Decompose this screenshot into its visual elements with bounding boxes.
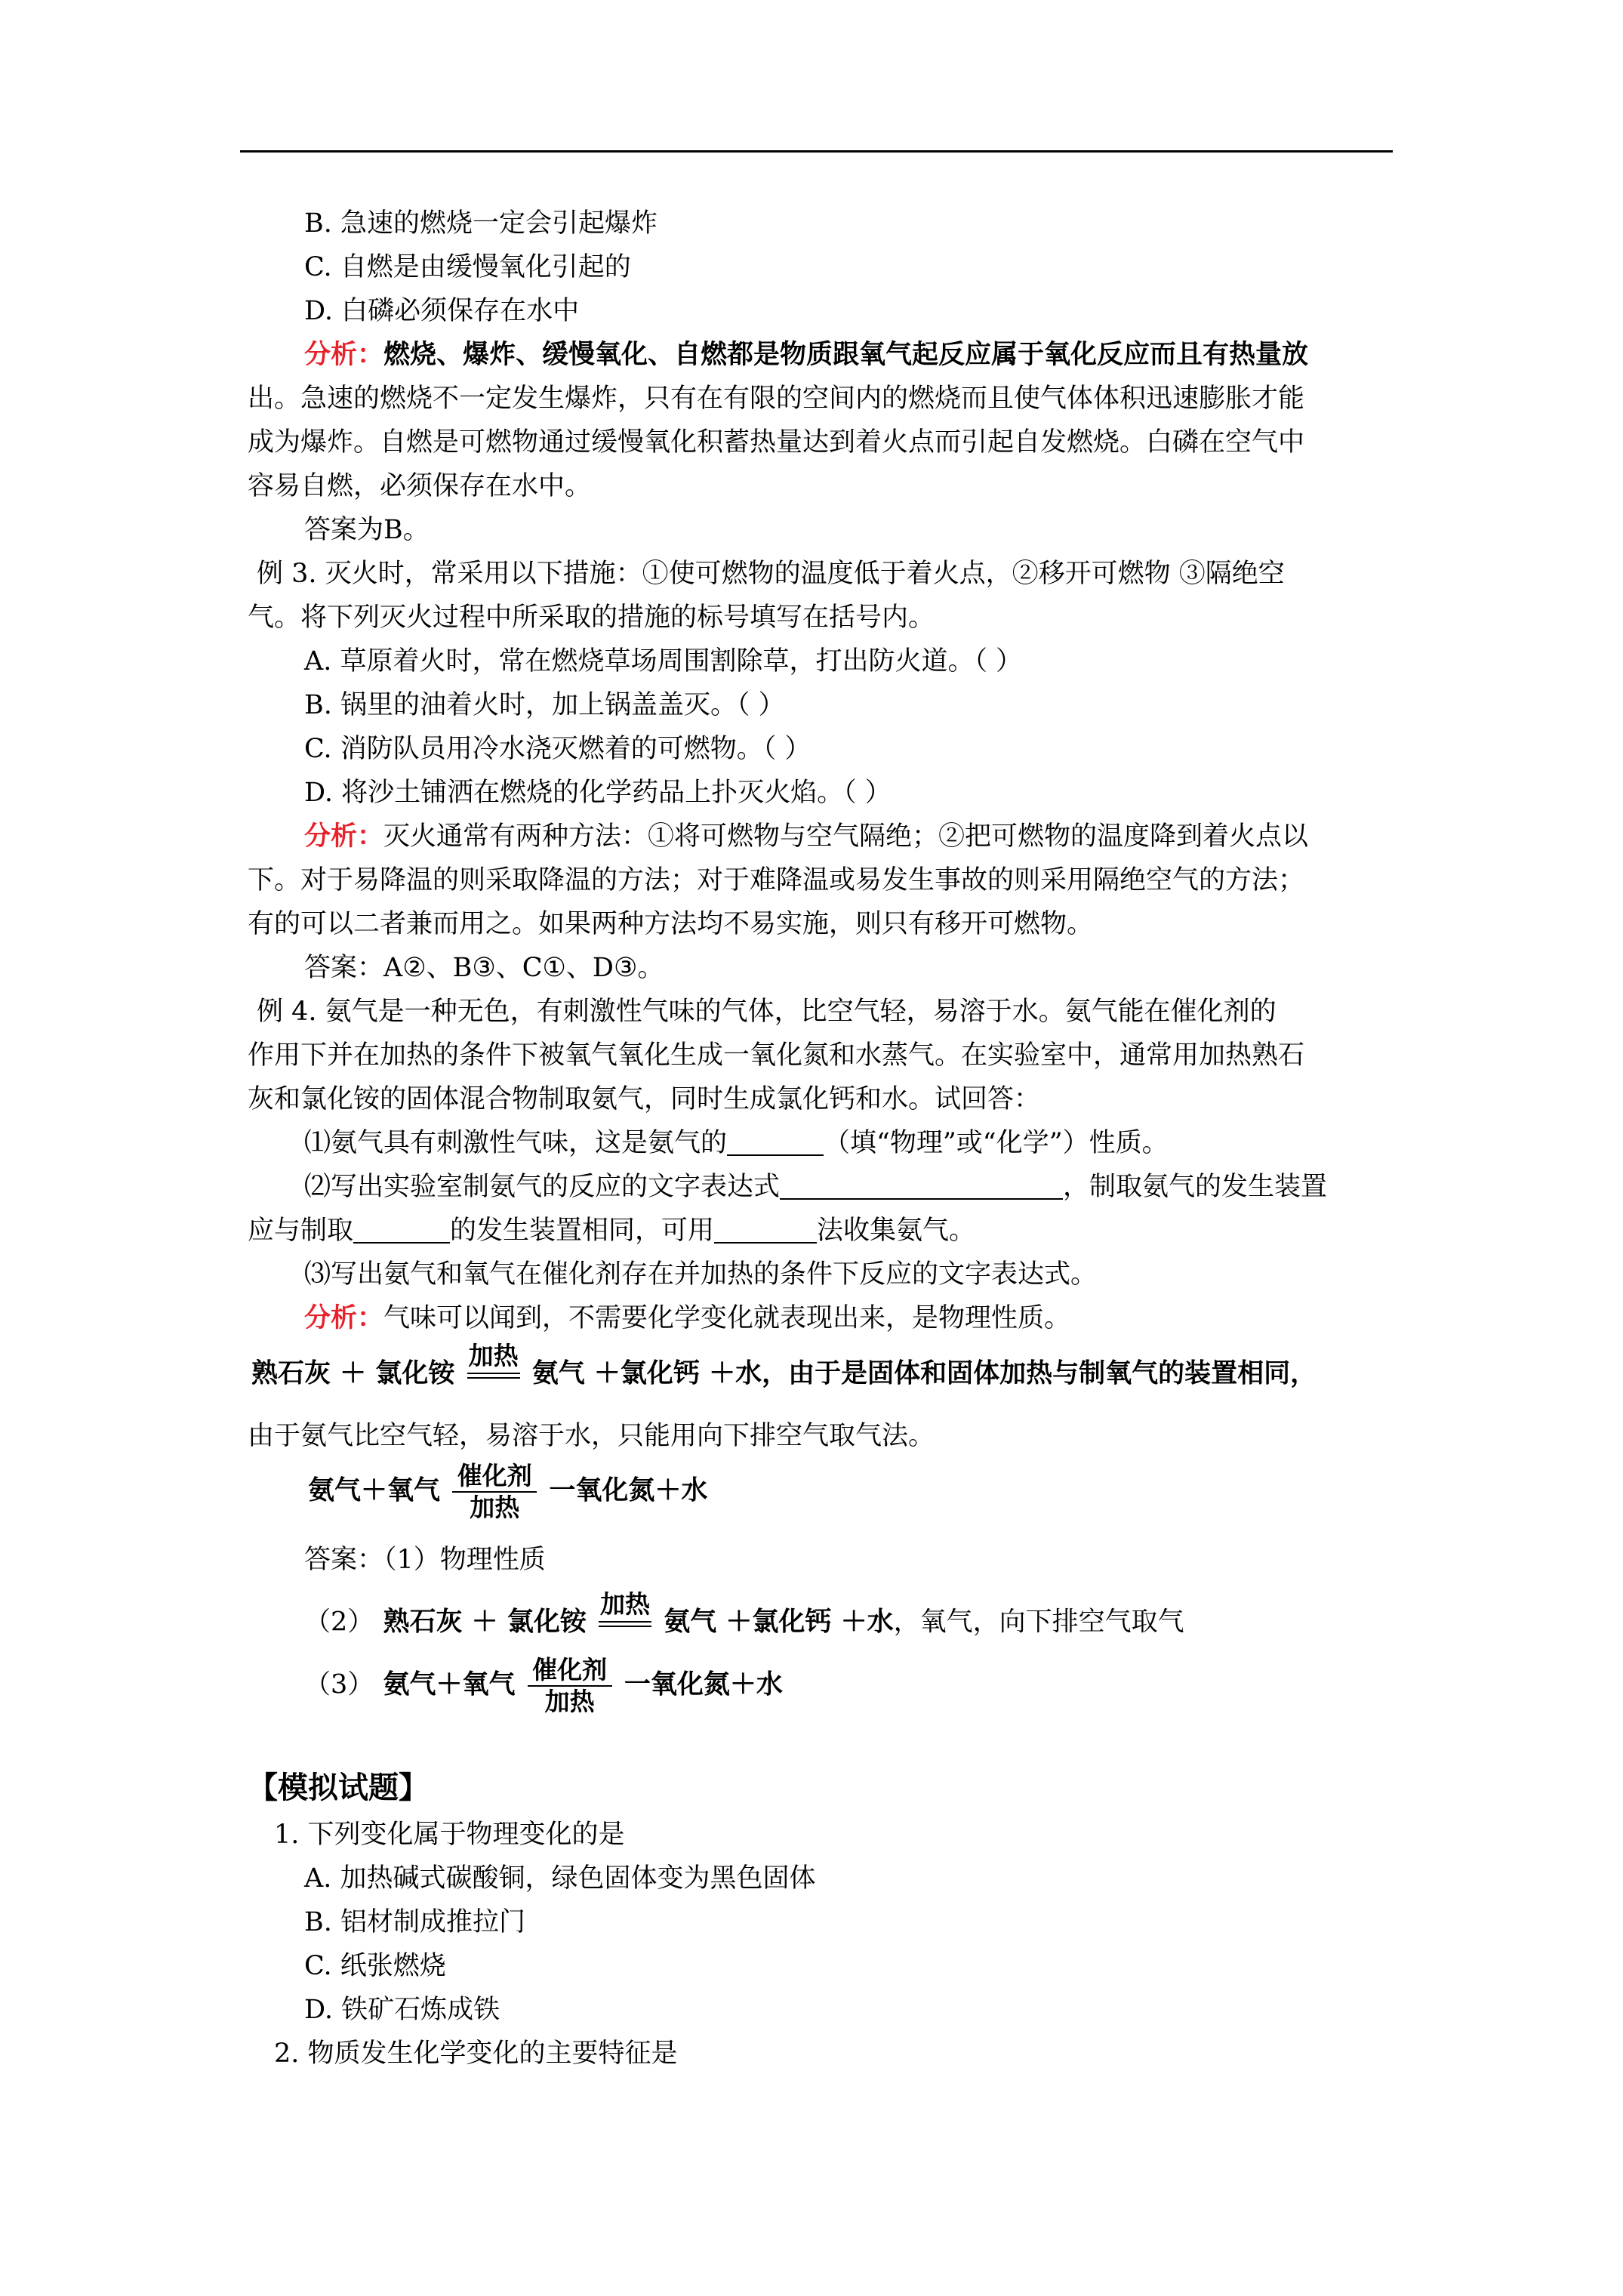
answer-blank[interactable] bbox=[353, 1216, 450, 1244]
option-d: D. 将沙土铺洒在燃烧的化学药品上扑灭火焰。（ ） bbox=[304, 778, 892, 808]
header-rule bbox=[240, 150, 1393, 153]
analysis-label: 分析： bbox=[304, 1302, 384, 1333]
example-4: 例 4. 氨气是一种无色，有刺激性气味的气体，比空气轻，易溶于水。氨气能在催化剂的 bbox=[257, 997, 1277, 1027]
test-question-1: 1. 下列变化属于物理变化的是 bbox=[274, 1820, 625, 1850]
option-b: B. 锅里的油着火时，加上锅盖盖灭。（ ） bbox=[304, 690, 785, 720]
analysis-line: 容易自燃，必须保存在水中。 bbox=[248, 471, 592, 501]
option-b: B. 急速的燃烧一定会引起爆炸 bbox=[304, 208, 658, 239]
answer-blank[interactable] bbox=[714, 1216, 817, 1244]
equation-1: 熟石灰 ＋ 氯化铵 加热 氨气 ＋氯化钙 ＋水，由于是固体和固体加热与制氧气的装置相同， bbox=[251, 1341, 1317, 1409]
reaction-condition: 催化剂 加热 bbox=[528, 1655, 612, 1717]
question-2-cont: 应与制取 的发生装置相同，可用 法收集氨气。 bbox=[248, 1216, 976, 1246]
option-d: D. 铁矿石炼成铁 bbox=[304, 1995, 500, 2025]
answer-blank[interactable] bbox=[780, 1173, 1063, 1200]
analysis-paragraph: 分析：气味可以闻到，不需要化学变化就表现出来，是物理性质。 bbox=[304, 1302, 1071, 1333]
question-2: ⑵写出实验室制氨气的反应的文字表达式 ，制取氨气的发生装置 bbox=[304, 1172, 1328, 1202]
answer-2-equation: （2） 熟石灰 ＋ 氯化铵 加热 氨气 ＋氯化钙 ＋水，氧气，向下排空气取气 bbox=[304, 1589, 1184, 1657]
option-c: C. 消防队员用冷水浇灭燃着的可燃物。（ ） bbox=[304, 734, 812, 764]
option-b: B. 铝材制成推拉门 bbox=[304, 1907, 525, 1937]
test-question-2: 2. 物质发生化学变化的主要特征是 bbox=[274, 2039, 678, 2069]
answer: 答案为B。 bbox=[304, 515, 430, 545]
example-line: 作用下并在加热的条件下被氧气氧化生成一氧化氮和水蒸气。在实验室中，通常用加热熟石 bbox=[248, 1040, 1305, 1071]
analysis-line: 有的可以二者兼而用之。如果两种方法均不易实施，则只有移开可燃物。 bbox=[248, 909, 1094, 939]
option-a: A. 草原着火时，常在燃烧草场周围割除草，打出防火道。（ ） bbox=[304, 646, 1023, 676]
analysis-label: 分析： bbox=[304, 339, 384, 370]
example-line: 灰和氯化铵的固体混合物制取氨气，同时生成氯化钙和水。试回答： bbox=[248, 1084, 1041, 1114]
analysis-paragraph: 分析：燃烧、爆炸、缓慢氧化、自燃都是物质跟氧气起反应属于氧化反应而且有热量放 bbox=[304, 339, 1309, 370]
reaction-condition: 催化剂 加热 bbox=[452, 1461, 537, 1523]
question-3: ⑶写出氨气和氧气在催化剂存在并加热的条件下反应的文字表达式。 bbox=[304, 1259, 1098, 1290]
option-c: C. 自燃是由缓慢氧化引起的 bbox=[304, 252, 631, 282]
analysis-line: 成为爆炸。自燃是可燃物通过缓慢氧化积蓄热量达到着火点而引起自发燃烧。白磷在空气中 bbox=[248, 427, 1305, 458]
analysis-paragraph: 分析：灭火通常有两种方法：①将可燃物与空气隔绝；②把可燃物的温度降到着火点以 bbox=[304, 821, 1309, 852]
option-a: A. 加热碱式碳酸铜，绿色固体变为黑色固体 bbox=[304, 1863, 816, 1894]
reaction-condition: 加热 bbox=[467, 1341, 520, 1409]
example-3: 例 3. 灭火时，常采用以下措施：①使可燃物的温度低于着火点，②移开可燃物 ③隔绝空 bbox=[257, 559, 1285, 589]
answer-blank[interactable] bbox=[727, 1129, 824, 1156]
reaction-condition: 加热 bbox=[599, 1589, 651, 1657]
section-heading: 【模拟试题】 bbox=[248, 1770, 429, 1805]
analysis-line: 由于氨气比空气轻，易溶于水，只能用向下排空气取气法。 bbox=[248, 1421, 935, 1451]
analysis-line: 出。急速的燃烧不一定发生爆炸，只有在有限的空间内的燃烧而且使气体体积迅速膨胀才能 bbox=[248, 384, 1305, 414]
analysis-label: 分析： bbox=[304, 821, 384, 852]
answer-3-equation: （3） 氨气＋氧气 催化剂 加热 一氧化氮＋水 bbox=[304, 1655, 783, 1716]
equation-2: 氨气＋氧气 催化剂 加热 一氧化氮＋水 bbox=[308, 1461, 708, 1522]
analysis-line: 下。对于易降温的则采取降温的方法；对于难降温或易发生事故的则采用隔绝空气的方法； bbox=[248, 865, 1305, 895]
answer-1: 答案：（1）物理性质 bbox=[304, 1545, 546, 1575]
answer: 答案：A②、B③、C①、D③。 bbox=[304, 953, 664, 983]
option-c: C. 纸张燃烧 bbox=[304, 1951, 446, 1981]
example-line: 气。将下列灭火过程中所采取的措施的标号填写在括号内。 bbox=[248, 603, 935, 633]
option-d: D. 白磷必须保存在水中 bbox=[304, 296, 580, 326]
question-1: ⑴氨气具有刺激性气味，这是氨气的 （填“物理”或“化学”）性质。 bbox=[304, 1128, 1169, 1158]
